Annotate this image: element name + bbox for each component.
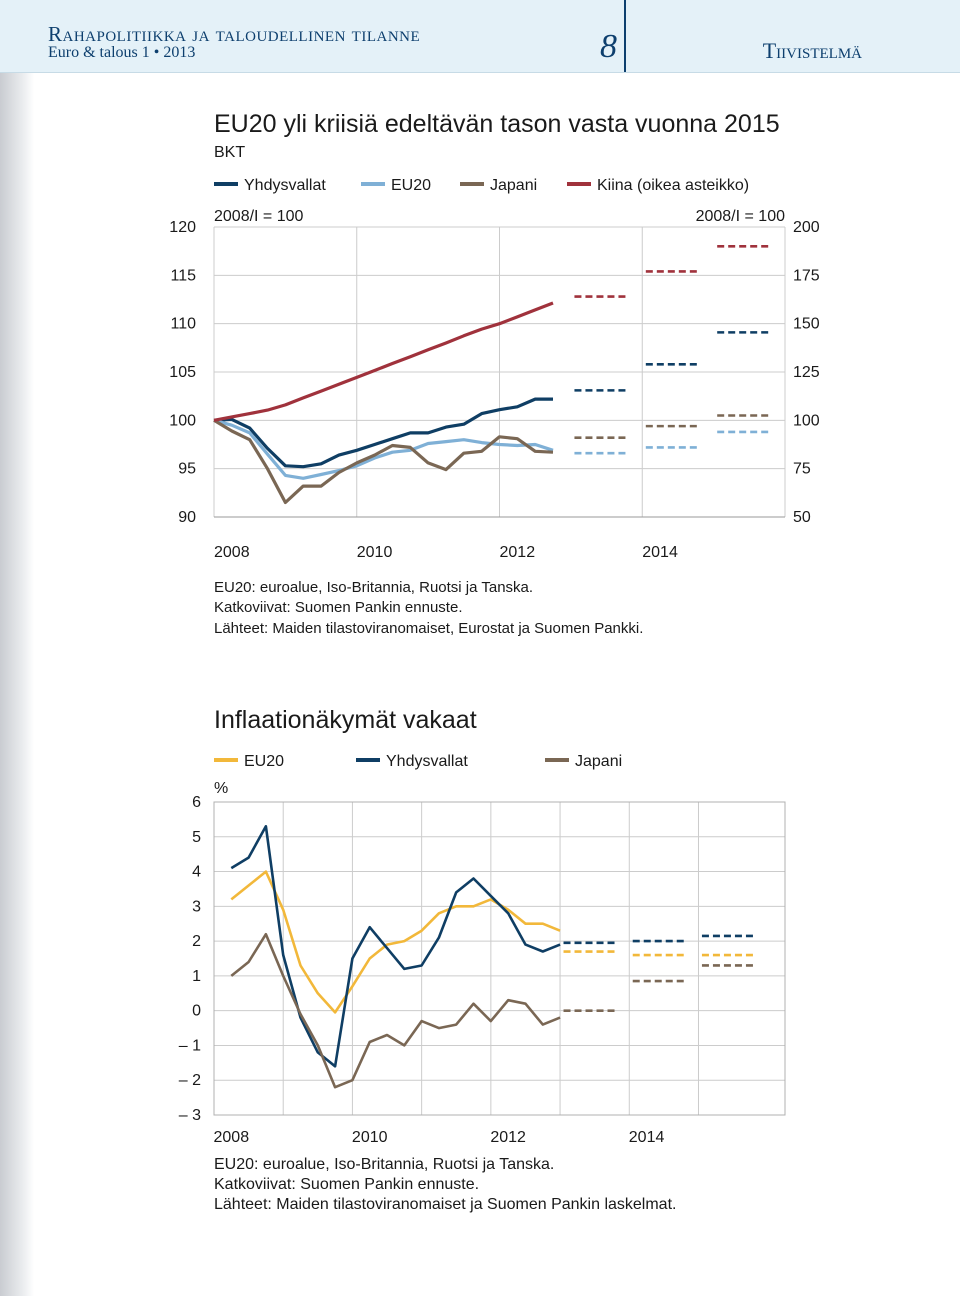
legend-label: Yhdysvallat — [244, 177, 326, 194]
unit-label: % — [214, 780, 229, 797]
chart-note-1: EU20: euroalue, Iso-Britannia, Ruotsi ja Tanska. — [214, 1156, 555, 1173]
y-tick: 4 — [192, 863, 201, 881]
chart-subtitle: BKT — [214, 144, 246, 161]
y-tick: – 1 — [178, 1037, 201, 1055]
chart-title: EU20 yli kriisiä edeltävän tason vasta vuonna 2015 — [214, 110, 780, 138]
legend-item — [356, 753, 468, 770]
page-number: 8 — [600, 28, 617, 65]
series-line — [231, 826, 560, 1066]
series-lines — [231, 826, 560, 1087]
y-tick: 2 — [192, 933, 201, 951]
publication-issue: Euro & talous 1 • 2013 — [48, 44, 196, 61]
y-tick-left: 115 — [170, 267, 196, 285]
header-divider — [624, 0, 626, 72]
y-tick-right: 200 — [793, 219, 820, 236]
legend-item — [214, 177, 326, 194]
legend-label: Japani — [490, 177, 538, 194]
y-tick: 6 — [192, 794, 201, 811]
page-header — [0, 0, 960, 73]
chart-grid — [214, 227, 785, 517]
x-tick: 2014 — [628, 1129, 665, 1146]
chart-note-3: Lähteet: Maiden tilastoviranomaiset ja Suomen Pankin laskelmat. — [214, 1196, 677, 1213]
chart-note-1: EU20: euroalue, Iso-Britannia, Ruotsi ja Tanska. — [214, 579, 534, 596]
y-tick: 0 — [192, 1002, 201, 1020]
y-tick-left: 120 — [169, 219, 196, 236]
publication-title: Rahapolitiikka ja taloudellinen tilanne — [48, 22, 421, 46]
y-tick-right: 75 — [793, 460, 811, 478]
left-axis-note: 2008/I = 100 — [214, 208, 304, 225]
forecast-lines — [574, 246, 770, 453]
y-tick-left: 90 — [178, 509, 196, 526]
y-tick-left: 105 — [169, 364, 196, 381]
y-tick-right: 50 — [793, 509, 811, 526]
x-tick: 2008 — [214, 544, 250, 561]
y-tick: 5 — [192, 828, 201, 846]
legend-label: Yhdysvallat — [386, 753, 468, 770]
y-tick-right: 100 — [793, 412, 820, 430]
series-line — [214, 303, 553, 420]
chart-legend — [214, 753, 622, 770]
x-tick: 2010 — [351, 1129, 388, 1146]
x-tick: 2008 — [213, 1129, 250, 1146]
y-tick: 1 — [192, 967, 201, 985]
legend-label: Japani — [575, 753, 623, 770]
legend-label: EU20 — [244, 753, 285, 770]
legend-item — [460, 177, 537, 194]
y-tick-left: 110 — [170, 315, 196, 333]
inflation-chart — [0, 690, 960, 1230]
x-tick: 2012 — [490, 1129, 526, 1146]
y-tick-left: 95 — [178, 460, 196, 478]
legend-item — [361, 177, 431, 194]
y-tick: – 3 — [178, 1107, 201, 1124]
y-tick-right: 175 — [793, 267, 820, 285]
chart-title: Inflaationäkymät vakaat — [214, 706, 477, 734]
y-tick-left: 100 — [169, 412, 196, 430]
legend-label: EU20 — [391, 177, 432, 194]
chart-note-2: Katkoviivat: Suomen Pankin ennuste. — [214, 599, 463, 616]
right-axis-note: 2008/I = 100 — [695, 208, 785, 225]
legend-item — [567, 177, 749, 194]
x-tick: 2014 — [642, 544, 678, 561]
legend-item — [545, 753, 622, 770]
x-tick: 2010 — [356, 544, 393, 561]
chart-note-3: Lähteet: Maiden tilastoviranomaiset, Eurostat ja Suomen Pankki. — [214, 620, 644, 637]
section-name: Tiivistelmä — [762, 38, 862, 63]
chart-legend — [214, 177, 749, 194]
y-tick-right: 125 — [793, 364, 820, 381]
chart-note-2: Katkoviivat: Suomen Pankin ennuste. — [214, 1176, 480, 1193]
axis-ticks — [169, 219, 820, 561]
y-tick: – 2 — [178, 1072, 201, 1090]
x-tick: 2012 — [499, 544, 536, 561]
gdp-chart — [0, 80, 960, 650]
series-lines — [214, 303, 553, 503]
legend-item — [214, 753, 284, 770]
y-tick: 3 — [192, 898, 201, 916]
forecast-lines — [564, 936, 754, 1011]
series-line — [214, 420, 553, 502]
y-tick-right: 150 — [793, 315, 820, 333]
legend-label: Kiina (oikea asteikko) — [597, 177, 750, 194]
